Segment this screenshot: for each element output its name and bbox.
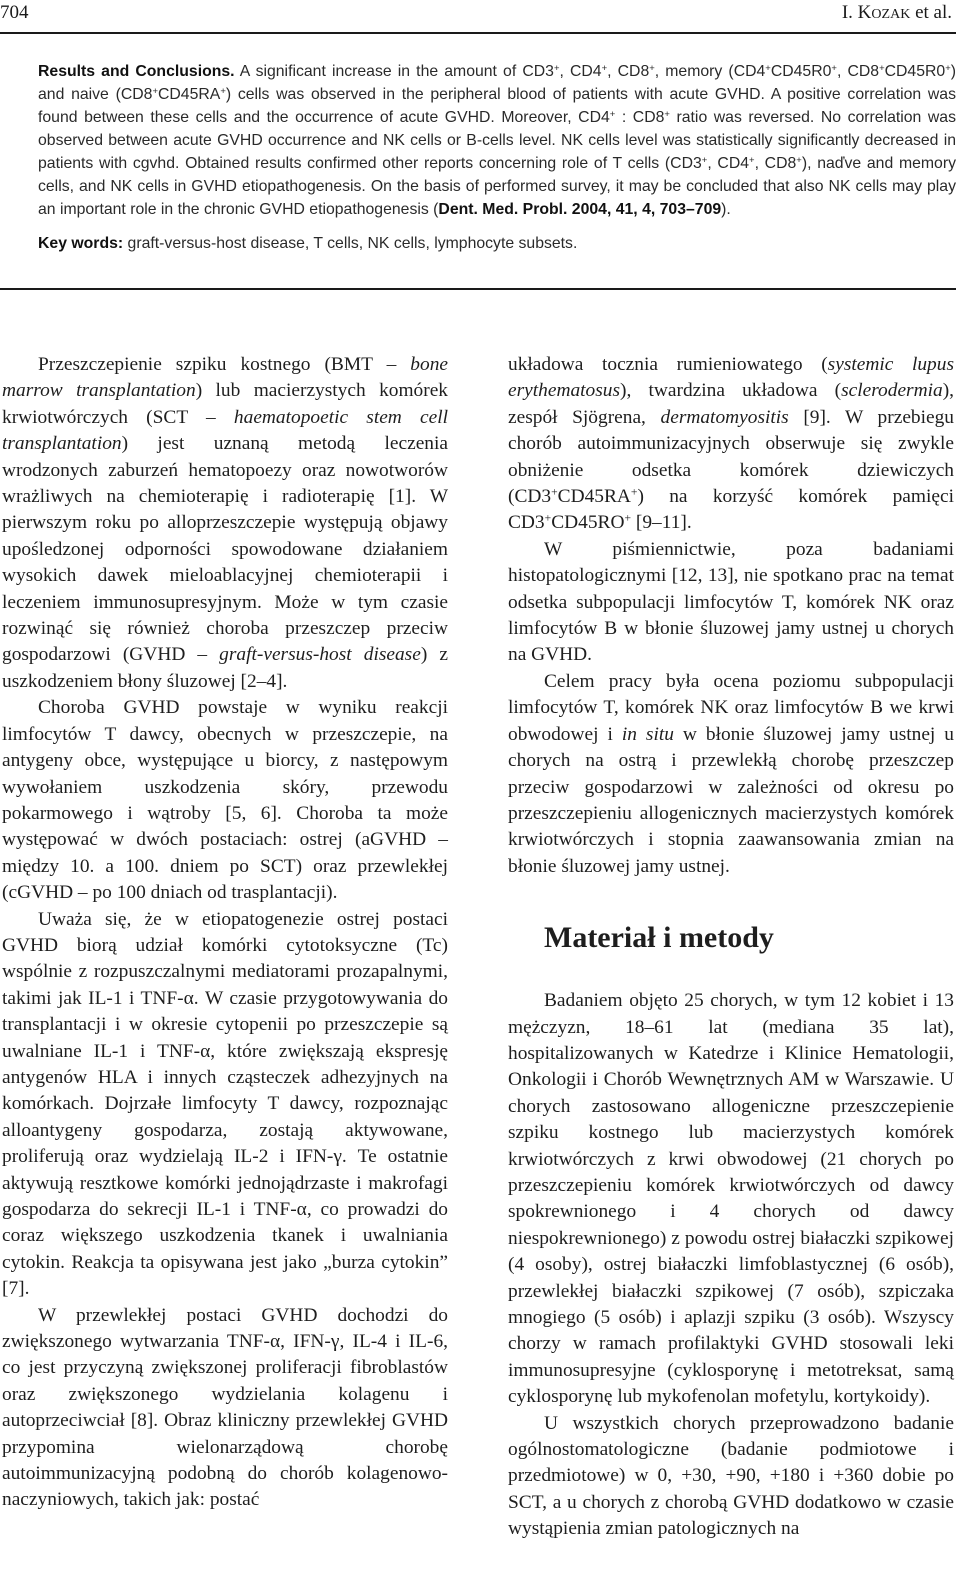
page-number: 704 bbox=[0, 2, 29, 23]
paragraph bbox=[508, 669, 954, 880]
italic-term: in situ bbox=[621, 723, 674, 745]
keywords-text: graft-versus-host disease, T cells, NK cells, lymphocyte subsets. bbox=[123, 235, 578, 252]
abstract-text: A significant increase in the amount of CD3 bbox=[234, 63, 554, 80]
header-rule bbox=[0, 32, 956, 34]
text: Celem pracy była ocena poziomu subpopulacji limfocytów T, komórek NK oraz limfocytów B we krwi obwodowej i bbox=[508, 670, 954, 745]
text: ), zespół Sjögrena, bbox=[508, 380, 954, 428]
text: ), twardzina układowa ( bbox=[620, 380, 842, 402]
superscript: + bbox=[749, 154, 755, 166]
paragraph: W przewlekłej postaci GVHD dochodzi do zwiększonego wytwarzania TNF-α, IFN-γ, IL-4 i IL-6, co jest przyczyną zwiększonej proliferacji fibroblastów oraz zwiększonego wydzielania kolagenu i autoprzeciwciał [8]. Obraz kliniczny przewlekłej GVHD przypomina wielonarządową chorobę autoimmunizacyjną podobną do chorób kolagenowo-naczyniowych, takich jak: postać bbox=[2, 1304, 448, 1511]
abstract-text: : CD8 bbox=[615, 109, 665, 126]
italic-term: haematopoetic stem cell transplantation bbox=[2, 406, 448, 455]
right-column bbox=[508, 352, 954, 1543]
abstract-text: ), naďve and memory cells, and NK cells in GVHD etiopathogenesis. On the basis of performed survey, it may be concluded that also NK cells may play an important role in the chronic GVHD etiopathogenesis ( bbox=[38, 155, 956, 218]
text: CD45RA bbox=[557, 486, 631, 508]
paragraph: Badaniem objęto 25 chorych, w tym 12 kobiet i 13 mężczyzn, 18–61 lat (mediana 35 lat), hospitalizowanych w Katedrze i Klinice Hematologii, Onkologii i Chorób Wewnętrznych AM w Warszawie. U chorych zastosowano allogeniczne przeszczepienie szpiku kostnego lub macierzystych komórek krwiotwórczych z krwi obwodowej (21 chorych po przeszczepieniu komórek krwiotwórczych od dawcy spokrewnionego i 4 chorych od dawcy niespokrewnionego) z powodu ostrej białaczki szpikowej (4 osoby), ostrej białaczki limfoblastycznej (6 osób), przewlekłej białaczki szpikowej (7 osób), szpiczaka mnogiego (5 osób) i aplazji szpiku (3 osób). Wszyscy chorzy w ramach profilaktyki GVHD stosowali leki immunosupresyjne (cyklosporynę i metotreksat, samą cyklosporynę lub mykofenolan mofetylu, kortykoidy). bbox=[508, 990, 954, 1408]
abstract-rule bbox=[0, 288, 956, 290]
superscript: + bbox=[220, 85, 226, 97]
text: CD45RO bbox=[551, 512, 625, 534]
superscript: + bbox=[879, 62, 885, 74]
superscript: + bbox=[624, 512, 632, 526]
running-header bbox=[0, 0, 960, 26]
superscript: + bbox=[544, 512, 552, 526]
superscript: + bbox=[664, 108, 670, 120]
paragraph bbox=[2, 352, 448, 695]
superscript: + bbox=[551, 485, 558, 499]
abstract-text: , CD4 bbox=[707, 155, 750, 172]
italic-term: systemic lupus erythematosus bbox=[508, 354, 954, 402]
author-smallcaps: OZAK bbox=[871, 7, 911, 22]
superscript: + bbox=[945, 62, 951, 74]
abstract-results bbox=[38, 60, 956, 221]
text: ) na korzyść komórek pamięci CD3 bbox=[508, 486, 954, 534]
abstract-text: ). bbox=[721, 201, 731, 218]
italic-term: dermatomyositis bbox=[660, 406, 789, 428]
abstract-text: , CD8 bbox=[607, 63, 650, 80]
text: w błonie śluzowej jamy ustnej u chorych na ostrą i przewlekłą chorobę przeszczep przeciw gospodarzowi w zależności od okresu po przeszczepieniu allogenicznych macierzystych komórek krwiotwórczych i stopnia zaawansowania zmian na błonie śluzowej jamy ustnej. bbox=[508, 723, 954, 877]
text: [9–11]. bbox=[631, 512, 692, 534]
paragraph: Uważa się, że w etiopatogenezie ostrej postaci GVHD biorą udział komórki cytotoksyczne (Tc) wspólnie z rozpuszczalnymi mediatorami prozapalnymi, takimi jak IL-1 i TNF-α. W czasie przygotowywania do transplantacji i w okresie cytopenii po przeszczepie są uwalniane IL-1 i TNF-α, które zwiększają ekspresję antygenów HLA i innych cząsteczek adhezyjnych na komórkach. Dojrzałe limfocyty T dawcy, rozpoznając alloantygeny gospodarza, zostają aktywowane, proliferują oraz wydzielają IL-2 i IFN-γ. Te ostatnie aktywują resztkowe komórki jednojądrzaste i makrofagi gospodarza do sekrecji IL-1 i TNF-α, co prowadzi do coraz większego uszkodzenia tkanek i uwalniania cytokin. Reakcja ta opisywana jest jako „burza cytokin” [7]. bbox=[2, 908, 448, 1300]
superscript: + bbox=[649, 62, 655, 74]
paragraph bbox=[508, 352, 954, 537]
superscript: + bbox=[553, 62, 560, 74]
paragraph: Choroba GVHD powstaje w wyniku reakcji limfocytów T dawcy, obecnych w przeszczepie, na antygeny obce, występujące u biorcy, z następowym wywołaniem uszkodzenia skóry, przewodu pokarmowego i wątroby [5, 6]. Choroba ta może występować w dwóch postaciach: ostrej (aGVHD – między 10. a 100. dniem po SCT) oraz przewlekłej (cGVHD – po 100 dniach od trasplantacji). bbox=[2, 697, 448, 904]
text: ) z uszkodzeniem błony śluzowej [2–4]. bbox=[2, 644, 448, 692]
abstract-text: ) cells was observed in the peripheral blood of patients with acute GVHD. A positive correlation was found between these cells and the occurrence of acute GVHD. Moreover, CD4 bbox=[38, 86, 956, 126]
italic-term: graft-versus-host disease bbox=[219, 644, 421, 666]
superscript: + bbox=[765, 62, 771, 74]
running-author bbox=[842, 0, 952, 28]
abstract-text: CD45R0 bbox=[770, 63, 832, 80]
superscript: + bbox=[609, 108, 616, 120]
text: ) lub macierzystych komórek krwiotwórczych (SCT – bbox=[2, 380, 449, 428]
paragraph: U wszystkich chorych przeprowadzono badanie ogólnostomatologiczne (badanie podmiotowe i przedmiotowe) w 0, +30, +90, +180 i +360 dobie po SCT, a u chorych z chorobą GVHD dodatkowo w czasie wystąpienia zmian patologicznych na bbox=[508, 1412, 954, 1540]
abstract-text: , memory (CD4 bbox=[654, 63, 766, 80]
keywords bbox=[38, 232, 956, 255]
abstract-text: ) and naive (CD8 bbox=[38, 63, 956, 103]
author-suffix: et al. bbox=[910, 2, 952, 23]
section-heading: Materiał i metody bbox=[544, 921, 774, 955]
text: ) jest uznaną metodą leczenia wrodzonych zaburzeń hematopoezy oraz nowotworów wrażliwych na chemioterapię i radioterapię [1]. W pierwszym roku po alloprzeszczepie występują objawy upośledzonej odporności spowodowane działaniem wysokich dawek mieloablacyjnej chemioterapii i leczeniem immunosupresyjnym. Może w tym czasie rozwinąć się również choroba przeszczep przeciw gospodarzowi (GVHD – bbox=[2, 433, 448, 666]
abstract-text: , CD4 bbox=[559, 63, 602, 80]
author-prefix: I. K bbox=[841, 2, 872, 23]
superscript: + bbox=[630, 485, 638, 499]
abstract-text: CD45RA bbox=[157, 86, 221, 103]
italic-term: sclerodermia bbox=[841, 380, 943, 402]
results-label: Results and Conclusions. bbox=[38, 63, 235, 80]
keywords-label: Key words: bbox=[38, 235, 124, 252]
italic-term: bone marrow transplantation bbox=[2, 354, 448, 402]
superscript: + bbox=[831, 62, 837, 74]
superscript: + bbox=[152, 85, 158, 97]
text: układowa tocznia rumieniowatego ( bbox=[508, 354, 828, 375]
superscript: + bbox=[601, 62, 608, 74]
superscript: + bbox=[701, 154, 708, 166]
citation: Dent. Med. Probl. 2004, 41, 4, 703–709 bbox=[438, 201, 722, 218]
left-column bbox=[2, 352, 448, 1514]
abstract-text: ratio was reversed. No correlation was observed between acute GVHD occurrence and NK cells or B-cells level. NK cells level was statistically significantly decreased in patients with cgvhd. Obtained results confirmed other reports concerning role of T cells (CD3 bbox=[38, 109, 956, 172]
abstract-text: , CD8 bbox=[754, 155, 797, 172]
text: [9]. W przebiegu chorób autoimmunizacyjnych obserwuje się zwykle obniżenie odsetka komórek dziewiczych (CD3 bbox=[508, 406, 955, 508]
abstract-text: , CD8 bbox=[836, 63, 880, 80]
abstract-text: CD45R0 bbox=[884, 63, 946, 80]
text: Przeszczepienie szpiku kostnego (BMT – bbox=[38, 354, 411, 375]
paragraph: W piśmiennictwie, poza badaniami histopatologicznymi [12, 13], nie spotkano prac na temat odsetka subpopulacji limfocytów T, komórek NK oraz limfocytów B w błonie śluzowej jamy ustnej u chorych na GVHD. bbox=[508, 538, 954, 666]
superscript: + bbox=[796, 154, 802, 166]
abstract bbox=[38, 60, 956, 255]
